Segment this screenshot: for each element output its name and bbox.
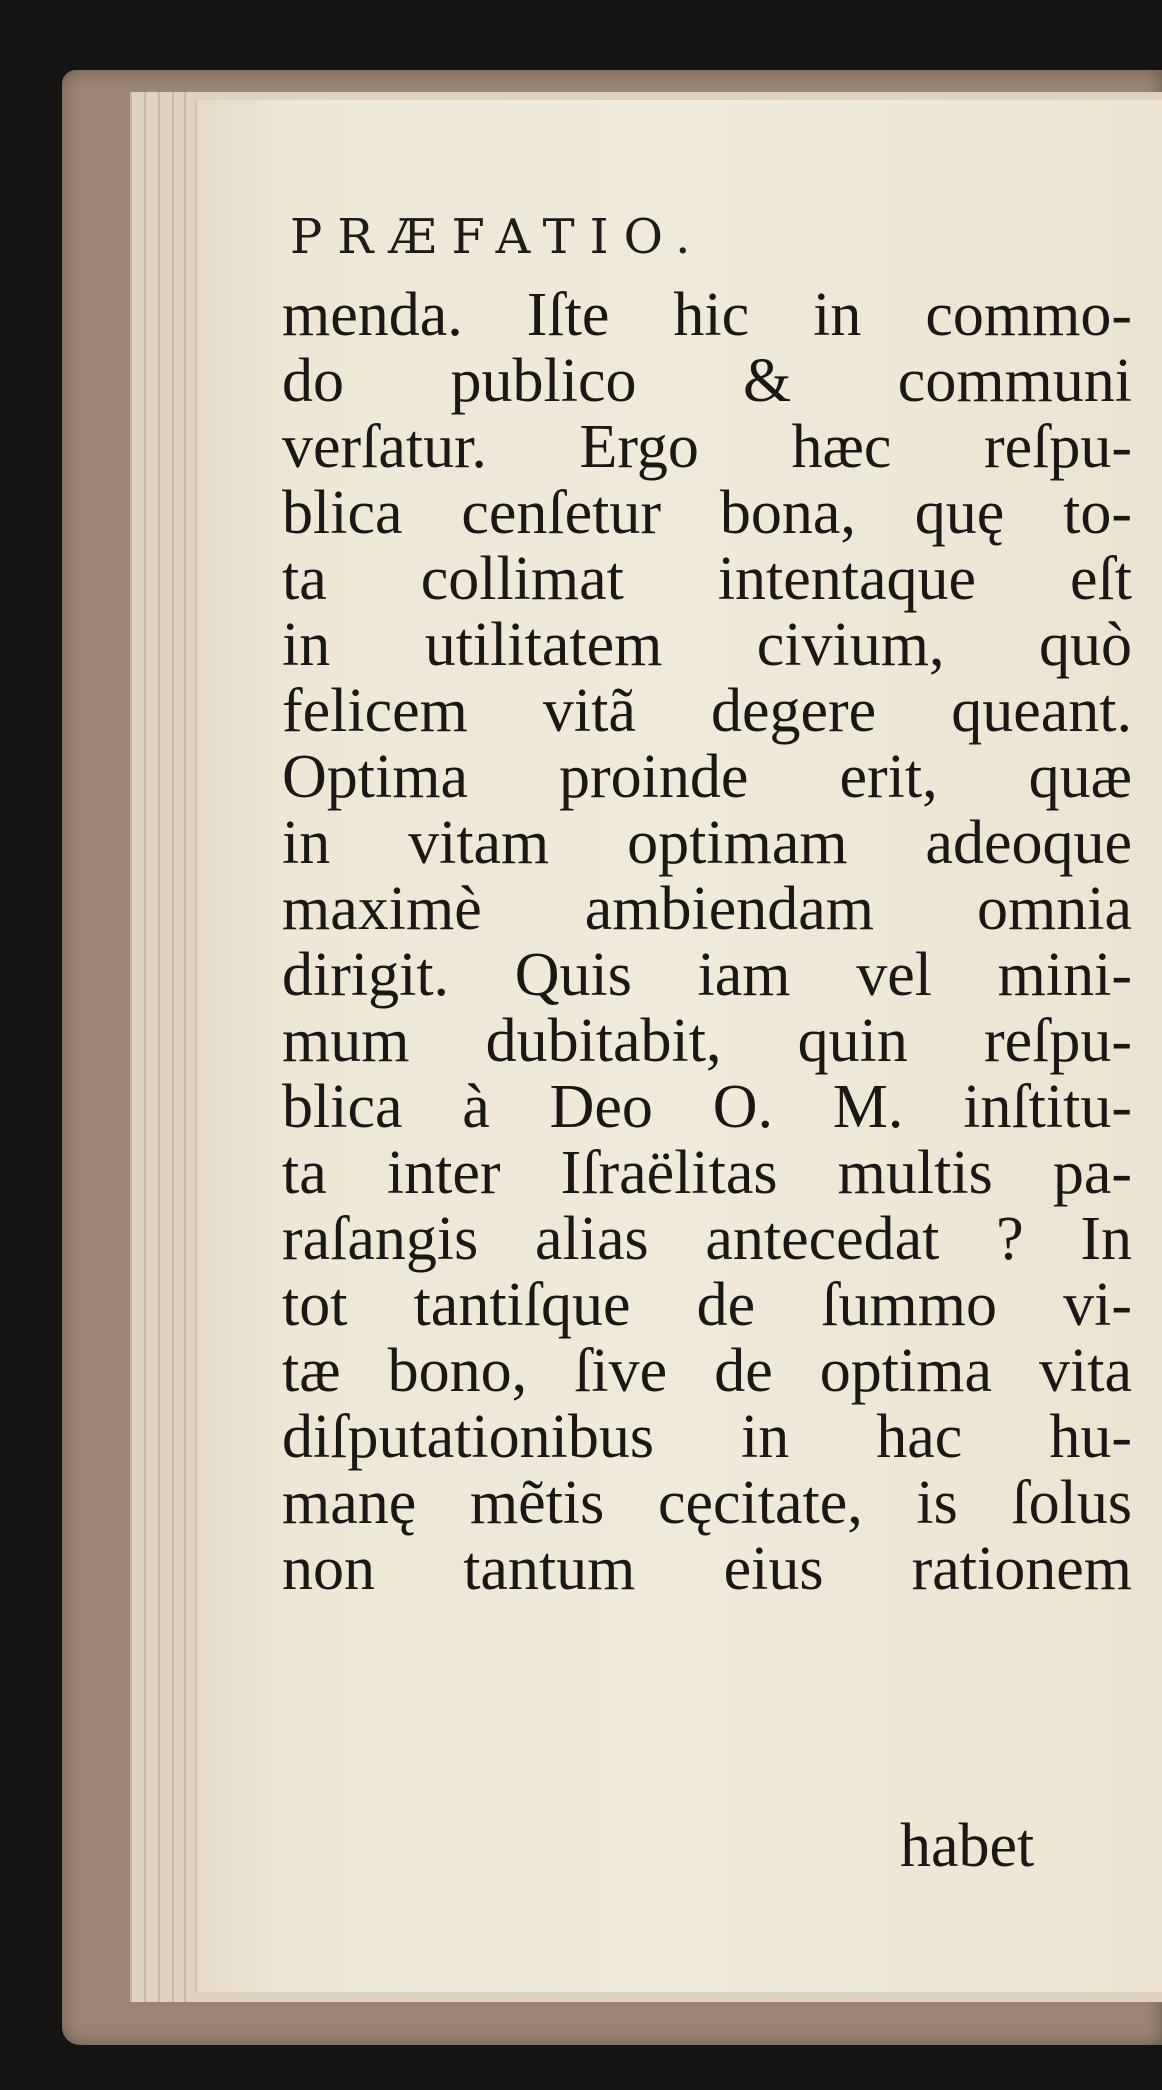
text-line: diſputationibus in hac hu- (282, 1403, 1132, 1471)
text-line: dirigit. Quis iam vel mini- (282, 941, 1132, 1009)
text-line: do publico & communi (282, 347, 1132, 415)
text-line: verſatur. Ergo hæc reſpu- (282, 413, 1132, 481)
text-line: blica à Deo O. M. inſtitu- (282, 1073, 1132, 1141)
text-line: in utilitatem civium, quò (282, 611, 1132, 679)
text-line: felicem vitã degere queant. (282, 677, 1132, 745)
page-edge-line (158, 92, 160, 2002)
page-edge-line (172, 92, 174, 2002)
text-line: manę mẽtis cęcitate, is ſolus (282, 1469, 1132, 1537)
text-line: blica cenſetur bona, quę to- (282, 479, 1132, 547)
running-head: PRÆFATIO. (290, 209, 706, 265)
page-edge-line (184, 92, 186, 2002)
text-line: tot tantiſque de ſummo vi- (282, 1271, 1132, 1339)
text-line: maximè ambiendam omnia (282, 875, 1132, 943)
text-line: raſangis alias antecedat ? In (282, 1205, 1132, 1273)
text-line: in vitam optimam adeoque (282, 809, 1132, 877)
text-line: Optima proinde erit, quæ (282, 743, 1132, 811)
text-line: menda. Iſte hic in commo- (282, 281, 1132, 349)
catchword: habet (900, 1812, 1035, 1880)
text-line: mum dubitabit, quin reſpu- (282, 1007, 1132, 1075)
text-line: non tantum eius rationem (282, 1535, 1132, 1603)
text-line: ta inter Iſraëlitas multis pa- (282, 1139, 1132, 1207)
text-line: tæ bono, ſive de optima vita (282, 1337, 1132, 1405)
text-line: ta collimat intentaque eſt (282, 545, 1132, 613)
page-edge-line (144, 92, 146, 2002)
body-text (282, 282, 1132, 1602)
